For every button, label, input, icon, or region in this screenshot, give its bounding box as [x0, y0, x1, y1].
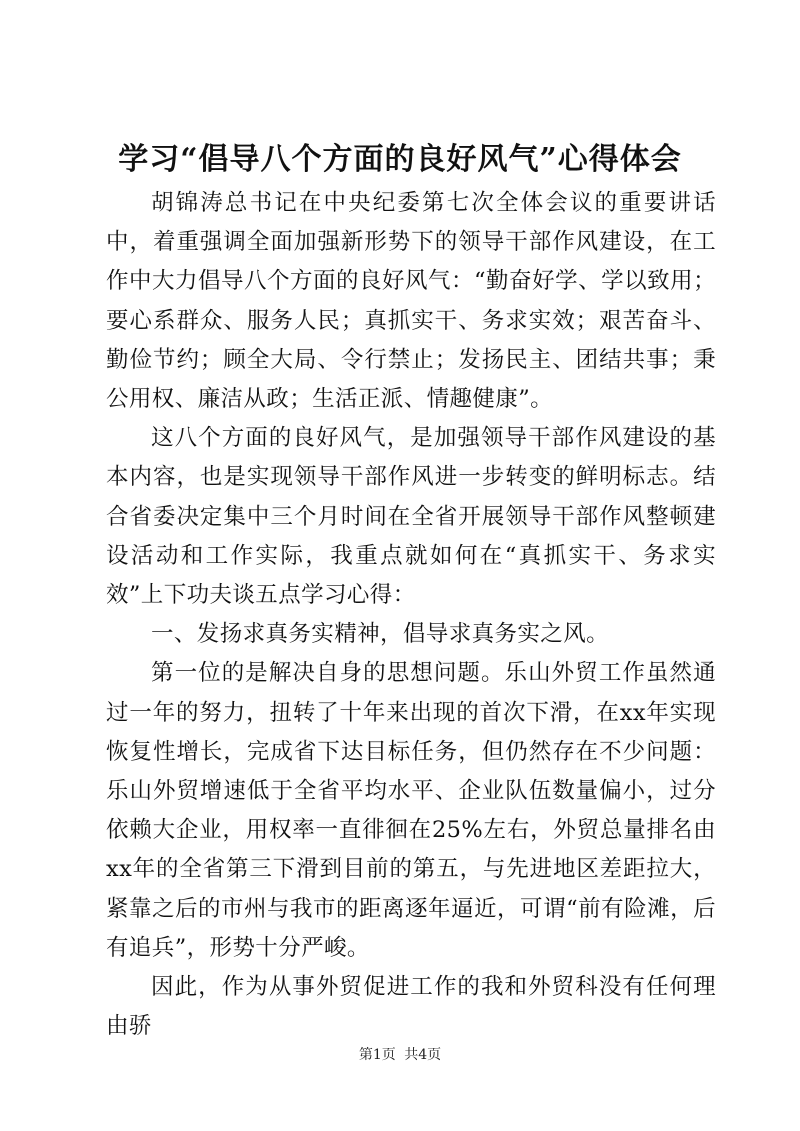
- paragraph: 第一位的是解决自身的思想问题。乐山外贸工作虽然通过一年的努力，扭转了十年来出现的首次下滑，在xx年实现恢复性增长，完成省下达目标任务，但仍然存在不少问题：乐山外贸增速低于全省平均水平、企业队伍数量偏小，过分依赖大企业，用权率一直徘徊在25%左右，外贸总量排名由xx年的全省第三下滑到目前的第五，与先进地区差距拉大，紧靠之后的市州与我市的距离逐年逼近，可谓“前有险滩，后有追兵”，形势十分严峻。: [106, 660, 716, 961]
- paragraph: 胡锦涛总书记在中央纪委第七次全体会议的重要讲话中，着重强调全面加强新形势下的领导干部作风建设，在工作中大力倡导八个方面的良好风气：“勤奋好学、学以致用；要心系群众、服务人民；真抓实干、务求实效；艰苦奋斗、勤俭节约；顾全大局、令行禁止；发扬民主、团结共事；秉公用权、廉洁从政；生活正派、情趣健康”。: [106, 190, 716, 413]
- page-footer: [0, 1045, 800, 1065]
- paragraph: 因此，作为从事外贸促进工作的我和外贸科没有任何理由骄: [106, 974, 716, 1040]
- section-heading: 一、发扬求真务实精神，倡导求真务实之风。: [151, 621, 610, 648]
- document-body: [106, 184, 716, 1046]
- document-title: 学习“倡导八个方面的良好风气”心得体会: [118, 142, 682, 177]
- page-number: 第1页: [358, 1047, 396, 1063]
- page-total: 共4页: [404, 1047, 442, 1063]
- paragraph: 这八个方面的良好风气，是加强领导干部作风建设的基本内容，也是实现领导干部作风进一步转变的鲜明标志。结合省委决定集中三个月时间在全省开展领导干部作风整顿建设活动和工作实际，我重点就如何在“真抓实干、务求实效”上下功夫谈五点学习心得：: [106, 425, 716, 609]
